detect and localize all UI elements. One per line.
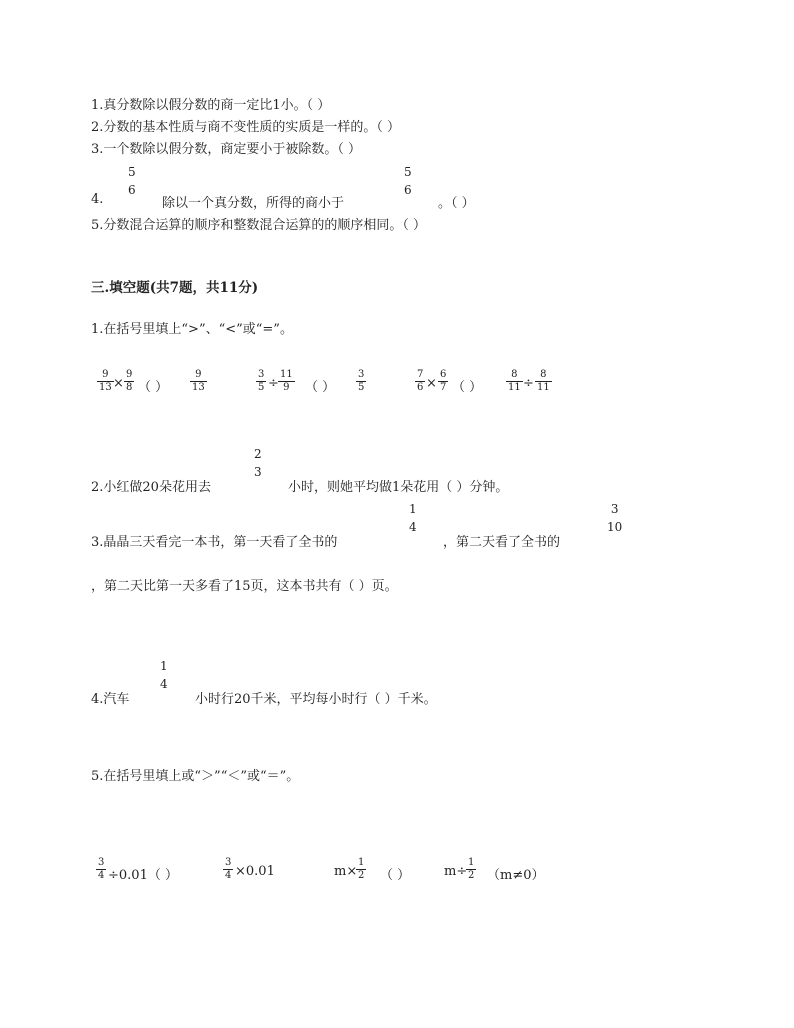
denominator: 11 [508,382,521,393]
denominator: 4 [98,870,105,881]
numerator: 3 [225,857,232,868]
divide-sign: ÷ [268,376,279,391]
fill-q3-text-a: 3.晶晶三天看完一本书，第一天看了全书的 [91,535,338,550]
judge-q4-number: 4. [91,192,104,207]
numerator: 1 [468,857,475,868]
fraction-two-thirds [252,448,264,478]
answer-blank[interactable]: （ ） [138,380,169,395]
denominator: 6 [128,183,136,197]
judge-q2: 2.分数的基本性质与商不变性质的实质是一样的。（ ） [91,120,401,135]
numerator: 3 [98,857,105,868]
times-sign: × [113,376,124,391]
denominator: 11 [537,382,550,393]
fill-q3-text-c: ，第二天比第一天多看了15页，这本书共有（ ）页。 [91,579,398,594]
denominator: 4 [225,870,232,881]
fraction [535,370,552,393]
denominator: 6 [417,382,424,393]
section-title: 三.填空题(共7题，共11分) [91,280,259,296]
numerator: 9 [97,370,114,382]
judge-q5: 5.分数混合运算的顺序和整数混合运算的的顺序相同。（ ） [91,218,427,233]
numerator: 8 [506,370,523,382]
divide-sign: ÷ [523,376,534,391]
fraction-five-sixths [126,166,138,196]
fraction-one-half [466,858,476,881]
numerator: 1 [160,659,168,673]
judge-q1: 1.真分数除以假分数的商一定比1小。（ ） [91,98,331,113]
denominator: 9 [283,382,290,393]
expression-d-rest: （m≠0） [487,868,545,883]
denominator: 6 [404,183,412,197]
fill-q1-text: 1.在括号里填上“>”、“<”或“=”。 [91,322,293,337]
denominator: 5 [258,382,265,393]
fraction [506,370,523,393]
numerator: 1 [358,857,365,868]
judge-q4-text: 除以一个真分数，所得的商小于 [162,196,345,211]
expression-d-pre: m÷ [444,864,468,879]
denominator: 2 [468,870,475,881]
fill-q2-text-b: 小时，则她平均做1朵花用（ ）分钟。 [288,480,509,495]
fraction-three-quarters [96,858,106,881]
times-sign: × [426,376,437,391]
fill-q5-text: 5.在括号里填上或“＞”“＜”或“＝”。 [91,769,300,784]
denominator: 13 [99,382,112,393]
denominator: 4 [160,677,168,691]
numerator: 7 [417,369,424,380]
denominator: 3 [254,465,262,479]
judge-q3: 3.一个数除以假分数，商定要小于被除数。（ ） [91,142,362,157]
fraction [438,370,448,393]
fraction [278,370,295,393]
answer-blank[interactable]: （ ） [452,380,483,395]
fill-q2-text-a: 2.小红做20朵花用去 [91,480,211,495]
numerator: 6 [440,369,447,380]
numerator: 8 [535,370,552,382]
expression-b-rest: ×0.01 [235,864,275,879]
numerator: 1 [409,502,417,516]
fraction [97,370,114,393]
answer-blank[interactable]: （ ） [380,868,411,883]
denominator: 13 [192,382,205,393]
denominator: 10 [607,520,623,534]
fill-q4-text-a: 4.汽车 [91,692,130,707]
numerator: 9 [126,369,133,380]
fraction-five-sixths [402,166,414,196]
fraction-one-half [356,858,366,881]
judge-q4-tail: 。（ ） [438,196,475,211]
numerator: 3 [610,502,619,516]
denominator: 7 [440,382,447,393]
fraction [124,370,134,393]
expression-a-rest: ÷0.01（ ） [108,868,178,883]
denominator: 2 [358,870,365,881]
denominator: 8 [126,382,133,393]
fraction [256,370,266,393]
fraction-one-quarter [407,503,419,533]
numerator: 2 [254,447,262,461]
fraction [415,370,425,393]
numerator: 3 [358,369,365,380]
fill-q4-text-b: 小时行20千米，平均每小时行（ ）千米。 [195,692,437,707]
fraction-three-quarters [223,858,233,881]
fraction-one-quarter [158,660,170,690]
numerator: 9 [190,370,207,382]
fraction [356,370,366,393]
denominator: 4 [409,520,417,534]
numerator: 5 [404,165,412,179]
answer-blank[interactable]: （ ） [305,380,336,395]
fraction [190,370,207,393]
fraction-three-tenths [605,503,624,533]
fill-q3-text-b: ，第二天看了全书的 [443,535,561,550]
expression-c-pre: m× [334,864,358,879]
numerator: 3 [258,369,265,380]
denominator: 5 [358,382,365,393]
numerator: 11 [280,369,293,380]
numerator: 5 [128,165,136,179]
